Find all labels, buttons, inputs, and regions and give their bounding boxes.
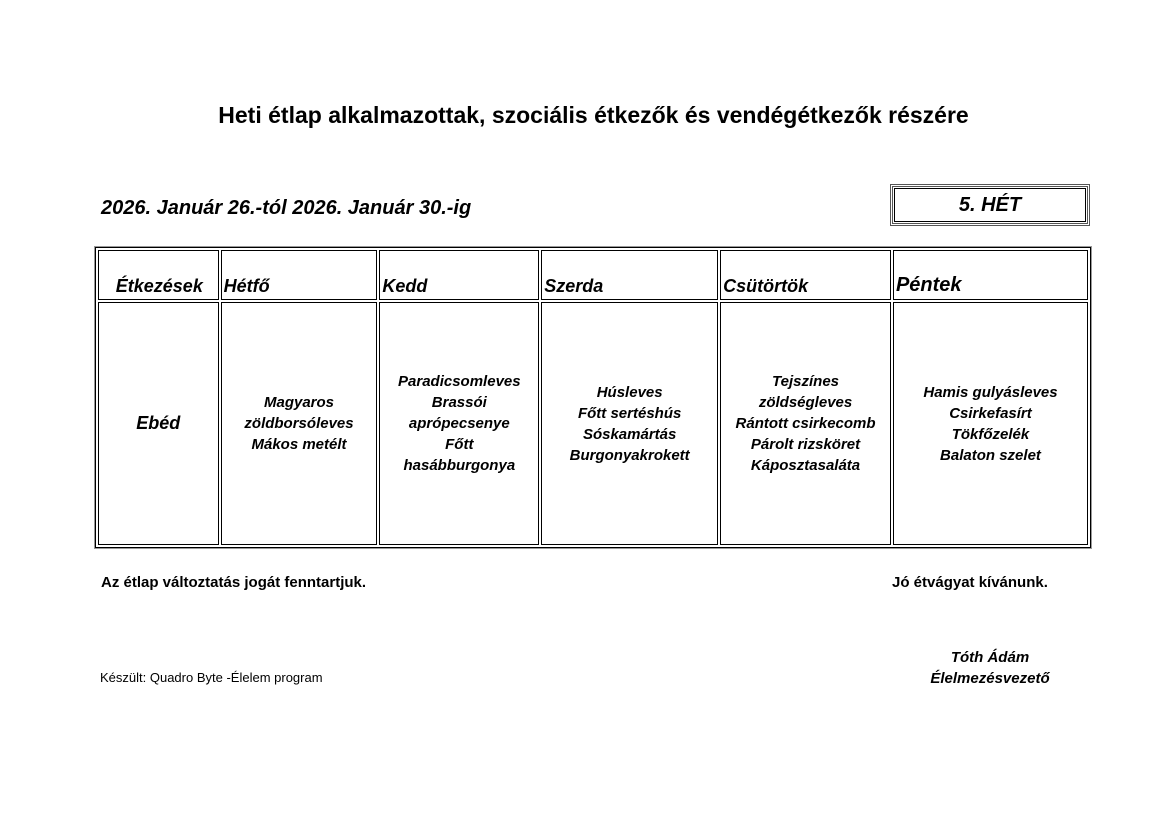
date-range: 2026. Január 26.-tól 2026. Január 30.-ig xyxy=(101,197,472,219)
disclaimer: Az étlap változtatás jogát fenntartjuk. xyxy=(101,574,367,591)
dish-line: Balaton szelet xyxy=(940,446,1041,464)
signer-name: Tóth Ádám xyxy=(950,649,1030,666)
dish-line: Mákos metélt xyxy=(251,436,347,453)
header-monday: Hétfő xyxy=(221,250,378,300)
dish-line: Tejszínes xyxy=(772,373,840,390)
table-row xyxy=(98,302,1088,545)
meal-name: Ebéd xyxy=(98,302,219,545)
signature xyxy=(900,647,1080,689)
dish-line: Sóskamártás xyxy=(582,425,677,443)
day-menu-monday xyxy=(221,302,378,545)
day-menu-thursday xyxy=(720,302,891,545)
menu-table xyxy=(95,247,1091,548)
dish-line: Burgonyakrokett xyxy=(569,446,690,464)
dish-line: zöldségleves xyxy=(758,394,853,411)
page-title: Heti étlap alkalmazottak, szociális étkezők és vendégétkezők részére xyxy=(218,102,969,128)
header-row xyxy=(98,250,1088,300)
day-menu-friday xyxy=(893,302,1088,545)
dish-line: Főtt sertéshús xyxy=(577,404,682,422)
day-menu-wednesday xyxy=(541,302,718,545)
signer-title: Élelmezésvezető xyxy=(930,670,1050,687)
dish-line: Tökfőzelék xyxy=(951,425,1030,443)
header-meals: Étkezések xyxy=(98,250,219,300)
header-thursday: Csütörtök xyxy=(720,250,891,300)
dish-line: Húsleves xyxy=(596,383,663,401)
made-with: Készült: Quadro Byte -Élelem program xyxy=(100,670,323,685)
dish-line: Csirkefasírt xyxy=(949,404,1032,422)
dish-line: Párolt rizsköret xyxy=(750,436,861,453)
dish-line: hasábburgonya xyxy=(403,457,516,474)
dish-line: zöldborsóleves xyxy=(244,415,354,432)
header-tuesday: Kedd xyxy=(379,250,539,300)
dish-line: Rántott csirkecomb xyxy=(735,415,876,432)
dish-line: aprópecsenye xyxy=(408,415,510,432)
dish-line: Magyaros xyxy=(263,394,335,411)
dish-line: Hamis gulyásleves xyxy=(923,383,1058,401)
day-menu-tuesday xyxy=(379,302,539,545)
header-wednesday: Szerda xyxy=(541,250,718,300)
week-box xyxy=(890,184,1090,226)
dish-line: Főtt xyxy=(445,436,474,453)
dish-line: Paradicsomleves xyxy=(398,373,521,390)
dish-line: Káposztasaláta xyxy=(750,457,861,474)
header-friday: Péntek xyxy=(893,250,1088,300)
greeting: Jó étvágyat kívánunk. xyxy=(892,574,1048,591)
dish-line: Brassói xyxy=(431,394,487,411)
week-label: 5. HÉT xyxy=(894,188,1086,222)
